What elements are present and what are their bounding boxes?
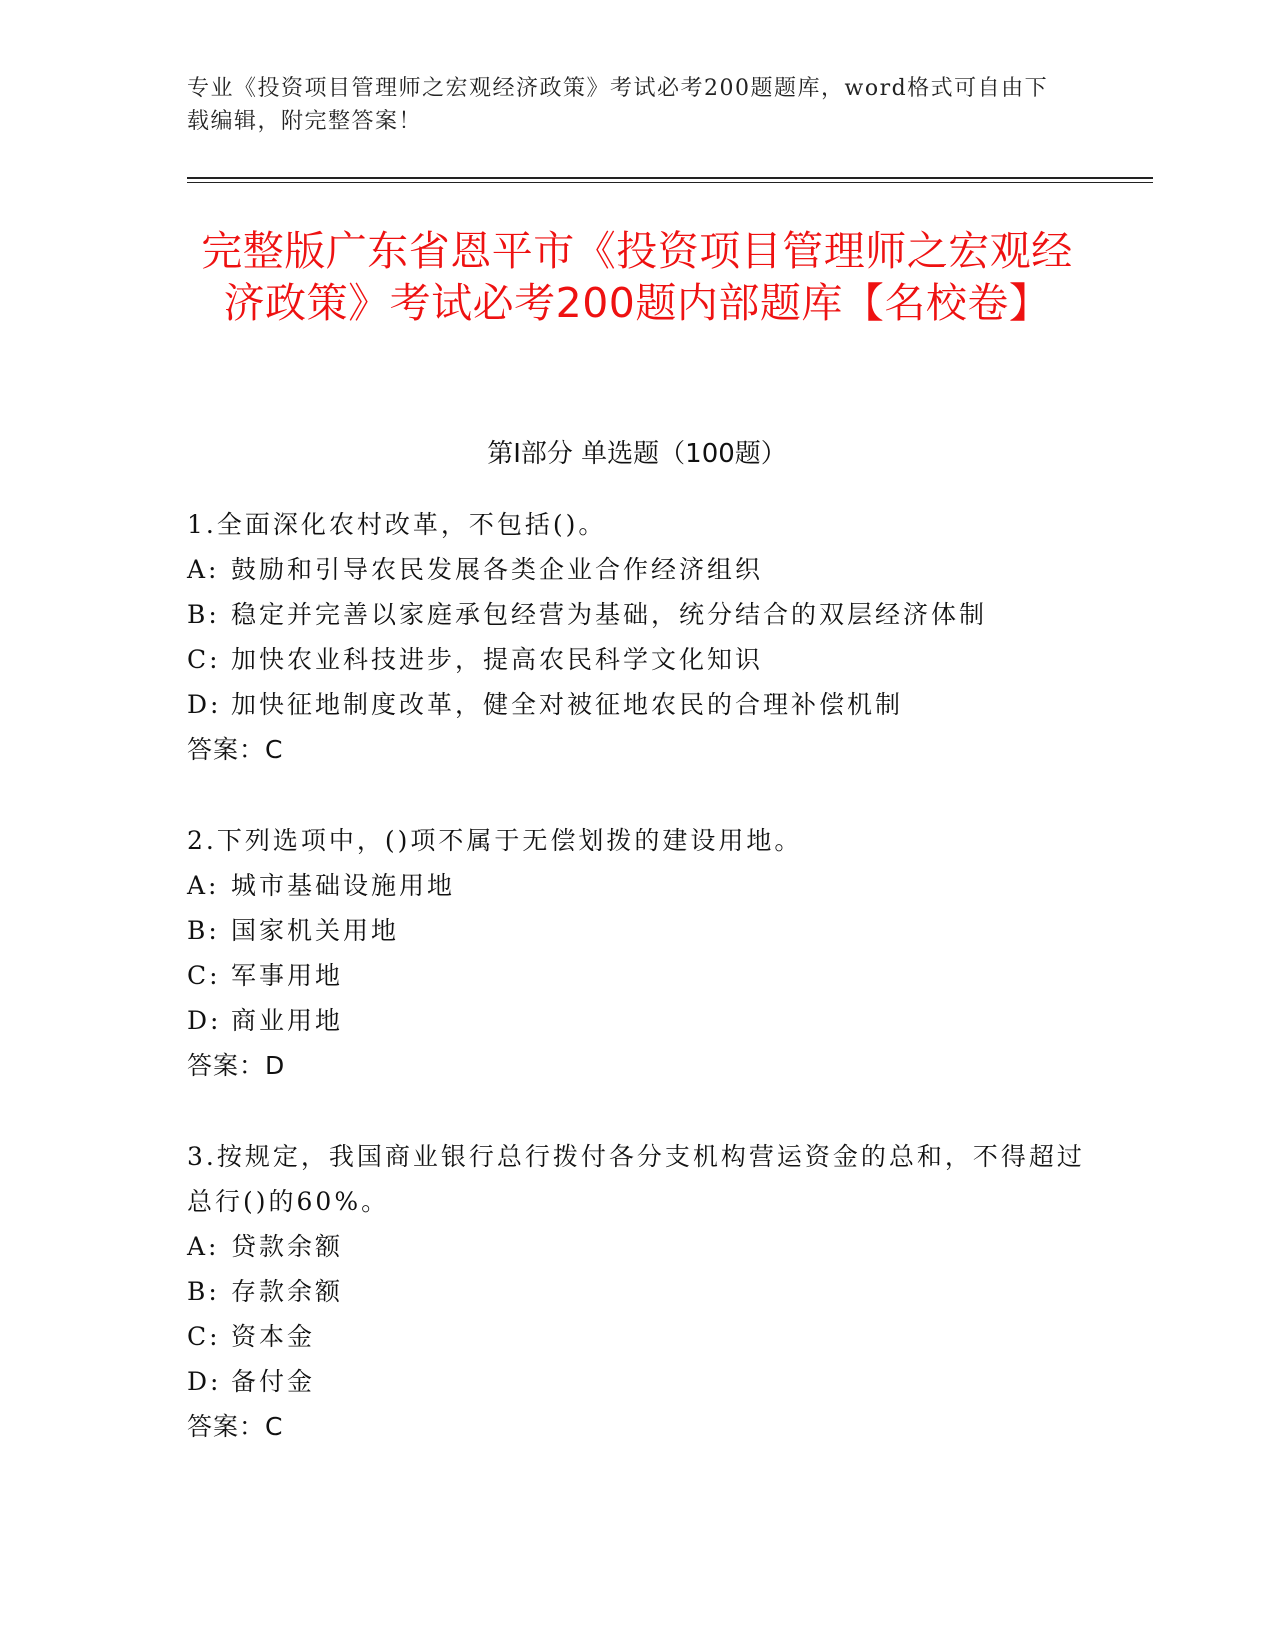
- document-title: 完整版广东省恩平市《投资项目管理师之宏观经济政策》考试必考200题内部题库【名校卷】: [201, 227, 1073, 327]
- option-a: [187, 1224, 1087, 1269]
- option-text: 贷款余额: [231, 1232, 344, 1261]
- option-a: [187, 547, 1087, 592]
- question-1: [187, 502, 1087, 772]
- option-text: 加快农业科技进步，提高农民科学文化知识: [231, 645, 764, 674]
- question-stem: 3.按规定，我国商业银行总行拨付各分支机构营运资金的总和，不得超过总行()的60%。: [187, 1142, 1085, 1216]
- option-letter: C:: [187, 645, 221, 674]
- question-2: [187, 818, 1087, 1088]
- question-stem: 1.全面深化农村改革，不包括()。: [187, 510, 607, 539]
- question-stem: 2.下列选项中，()项不属于无偿划拨的建设用地。: [187, 826, 803, 855]
- option-letter: D:: [187, 1006, 222, 1035]
- option-b: [187, 1269, 1087, 1314]
- option-letter: D:: [187, 1367, 222, 1396]
- option-c: [187, 1314, 1087, 1359]
- option-d: [187, 682, 1087, 727]
- option-b: [187, 908, 1087, 953]
- option-d: [187, 998, 1087, 1043]
- option-text: 鼓励和引导农民发展各类企业合作经济组织: [231, 555, 764, 584]
- header-note: 专业《投资项目管理师之宏观经济政策》考试必考200题题库，word格式可自由下载编辑，附完整答案！: [187, 76, 1049, 134]
- option-letter: D:: [187, 690, 222, 719]
- answer-line: 答案：C: [187, 1412, 284, 1441]
- option-letter: C:: [187, 961, 221, 990]
- option-c: [187, 953, 1087, 998]
- option-letter: C:: [187, 1322, 221, 1351]
- option-letter: A:: [187, 871, 220, 900]
- option-text: 城市基础设施用地: [231, 871, 456, 900]
- option-letter: B:: [187, 1277, 220, 1306]
- section-heading: 第Ⅰ部分 单选题（100题）: [487, 439, 787, 469]
- option-c: [187, 637, 1087, 682]
- answer-line: 答案：D: [187, 1051, 286, 1080]
- option-letter: A:: [187, 1232, 220, 1261]
- option-letter: B:: [187, 600, 220, 629]
- header-rule-thin: [187, 182, 1153, 183]
- option-text: 国家机关用地: [231, 916, 400, 945]
- option-text: 稳定并完善以家庭承包经营为基础，统分结合的双层经济体制: [231, 600, 988, 629]
- option-letter: A:: [187, 555, 220, 584]
- option-text: 商业用地: [231, 1006, 344, 1035]
- option-d: [187, 1359, 1087, 1404]
- option-letter: B:: [187, 916, 220, 945]
- option-a: [187, 863, 1087, 908]
- answer-line: 答案：C: [187, 735, 284, 764]
- question-3: [187, 1134, 1087, 1449]
- option-text: 加快征地制度改革，健全对被征地农民的合理补偿机制: [231, 690, 904, 719]
- header-rule-thick: [187, 177, 1153, 179]
- option-b: [187, 592, 1087, 637]
- option-text: 备付金: [231, 1367, 316, 1396]
- option-text: 存款余额: [231, 1277, 344, 1306]
- option-text: 资本金: [231, 1322, 316, 1351]
- option-text: 军事用地: [231, 961, 344, 990]
